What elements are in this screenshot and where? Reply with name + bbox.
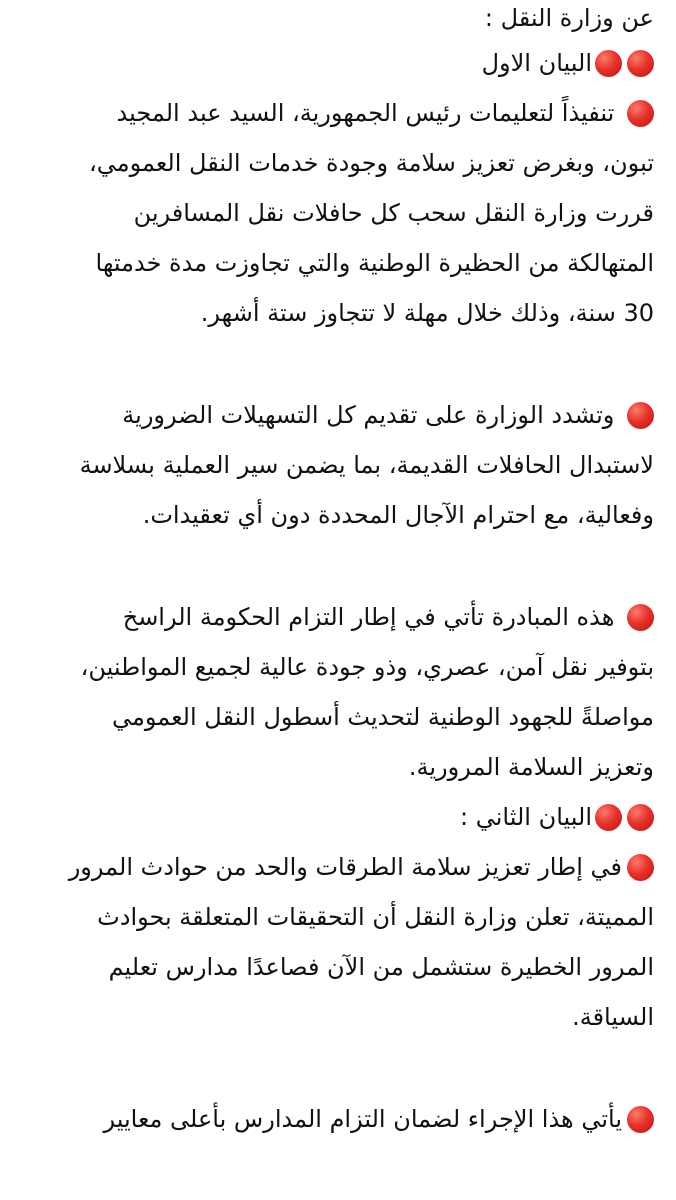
statement1-p2-line	[14, 390, 654, 440]
red-circle-icon	[627, 804, 654, 831]
paragraph-line: لاستبدال الحافلات القديمة، بما يضمن سير العملية بسلاسة	[79, 451, 654, 479]
paragraph-line: المميتة، تعلن وزارة النقل أن التحقيقات المتعلقة بحوادث	[97, 903, 654, 931]
paragraph-gap	[14, 1042, 654, 1094]
paragraph-gap	[14, 540, 654, 592]
statement2-p2-line	[14, 1094, 654, 1144]
red-circle-icon	[595, 50, 622, 77]
statement2-title-line	[14, 792, 654, 842]
paragraph-line: المتهالكة من الحظيرة الوطنية والتي تجاوزت مدة خدمتها	[95, 249, 654, 277]
red-circle-icon	[627, 100, 654, 127]
paragraph-line: قررت وزارة النقل سحب كل حافلات نقل المسافرين	[133, 199, 654, 227]
statement1-title-line	[14, 38, 654, 88]
paragraph-line: وتشدد الوزارة على تقديم كل التسهيلات الضرورية	[122, 401, 615, 429]
paragraph-line: تبون، وبغرض تعزيز سلامة وجودة خدمات النقل العمومي،	[88, 149, 654, 177]
red-circle-icon	[595, 804, 622, 831]
paragraph-line: مواصلةً للجهود الوطنية لتحديث أسطول النقل العمومي	[111, 703, 654, 731]
red-circle-icon	[627, 1106, 654, 1133]
paragraph-line: السياقة.	[572, 1003, 654, 1031]
paragraph-line: المرور الخطيرة ستشمل من الآن فصاعدًا مدارس تعليم	[108, 953, 654, 981]
paragraph-line: وفعالية، مع احترام الآجال المحددة دون أي تعقيدات.	[142, 501, 654, 529]
statement1-p3-line	[14, 592, 654, 642]
statement1-title: البيان الاول	[481, 49, 592, 77]
paragraph-line: يأتي هذا الإجراء لضمان التزام المدارس بأعلى معايير	[103, 1105, 622, 1133]
red-circle-icon	[627, 854, 654, 881]
paragraph-gap	[14, 338, 654, 390]
red-circle-icon	[627, 50, 654, 77]
red-circle-icon	[627, 604, 654, 631]
red-circle-icon	[627, 402, 654, 429]
paragraph-line: بتوفير نقل آمن، عصري، وذو جودة عالية لجميع المواطنين،	[80, 653, 654, 681]
statement2-title: البيان الثاني :	[460, 803, 592, 831]
paragraph-line: وتعزيز السلامة المرورية.	[408, 753, 654, 781]
statement2-p1-line	[14, 842, 654, 892]
paragraph-line: تنفيذاً لتعليمات رئيس الجمهورية، السيد عبد المجيد	[116, 99, 615, 127]
paragraph-line: في إطار تعزيز سلامة الطرقات والحد من حوادث المرور	[68, 853, 622, 881]
paragraph-line: 30 سنة، وذلك خلال مهلة لا تتجاوز ستة أشهر.	[200, 299, 654, 327]
statement1-p1-line	[14, 88, 654, 138]
paragraph-line: هذه المبادرة تأتي في إطار التزام الحكومة الراسخ	[122, 603, 615, 631]
heading: عن وزارة النقل :	[484, 4, 654, 32]
